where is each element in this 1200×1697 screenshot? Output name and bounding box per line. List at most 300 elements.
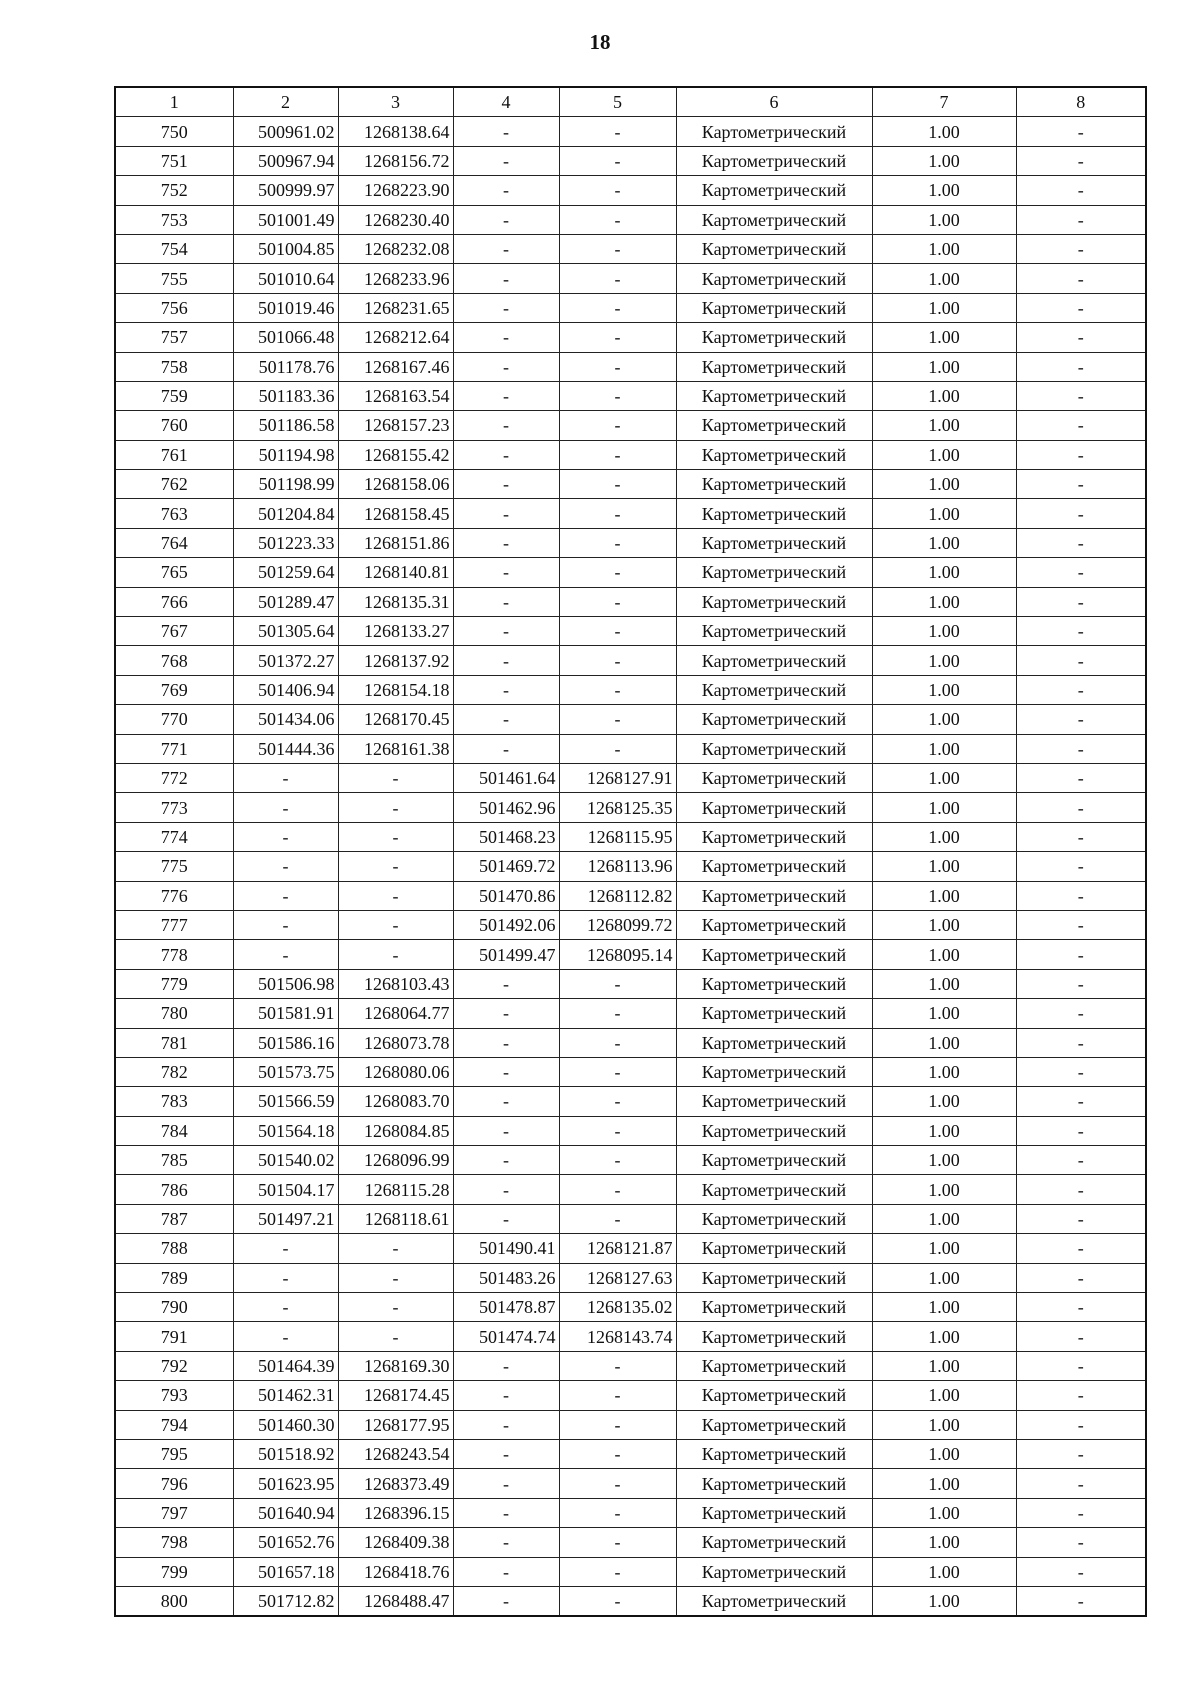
x-new-cell: - — [453, 117, 559, 146]
y-coordinate-cell: - — [338, 852, 453, 881]
x-new-cell: 501462.96 — [453, 793, 559, 822]
x-new-cell: 501461.64 — [453, 763, 559, 792]
x-coordinate-cell: 501010.64 — [233, 264, 338, 293]
accuracy-cell: 1.00 — [872, 1057, 1016, 1086]
table-row — [115, 675, 1146, 704]
accuracy-cell: 1.00 — [872, 1410, 1016, 1439]
y-coordinate-cell: 1268157.23 — [338, 411, 453, 440]
y-coordinate-cell: - — [338, 881, 453, 910]
y-new-cell: - — [559, 1381, 676, 1410]
point-number-cell: 787 — [115, 1204, 233, 1233]
description-cell: - — [1016, 1469, 1146, 1498]
method-cell: Картометрический — [676, 470, 872, 499]
accuracy-cell: 1.00 — [872, 1322, 1016, 1351]
table-row — [115, 146, 1146, 175]
table-row — [115, 1469, 1146, 1498]
accuracy-cell: 1.00 — [872, 1263, 1016, 1292]
method-cell: Картометрический — [676, 558, 872, 587]
accuracy-cell: 1.00 — [872, 352, 1016, 381]
point-number-cell: 756 — [115, 293, 233, 322]
x-coordinate-cell: 501462.31 — [233, 1381, 338, 1410]
method-cell: Картометрический — [676, 440, 872, 469]
description-cell: - — [1016, 1146, 1146, 1175]
table-row — [115, 705, 1146, 734]
accuracy-cell: 1.00 — [872, 969, 1016, 998]
y-new-cell: - — [559, 1528, 676, 1557]
point-number-cell: 752 — [115, 176, 233, 205]
y-new-cell: - — [559, 352, 676, 381]
method-cell: Картометрический — [676, 352, 872, 381]
method-cell: Картометрический — [676, 499, 872, 528]
accuracy-cell: 1.00 — [872, 999, 1016, 1028]
y-new-cell: - — [559, 1439, 676, 1468]
point-number-cell: 766 — [115, 587, 233, 616]
method-cell: Картометрический — [676, 1410, 872, 1439]
method-cell: Картометрический — [676, 587, 872, 616]
accuracy-cell: 1.00 — [872, 1204, 1016, 1233]
table-row — [115, 1381, 1146, 1410]
x-new-cell: - — [453, 1381, 559, 1410]
y-new-cell: - — [559, 1469, 676, 1498]
accuracy-cell: 1.00 — [872, 617, 1016, 646]
x-new-cell: - — [453, 1028, 559, 1057]
accuracy-cell: 1.00 — [872, 1586, 1016, 1616]
y-new-cell: - — [559, 411, 676, 440]
accuracy-cell: 1.00 — [872, 1351, 1016, 1380]
x-new-cell: - — [453, 1439, 559, 1468]
accuracy-cell: 1.00 — [872, 881, 1016, 910]
x-coordinate-cell: 500967.94 — [233, 146, 338, 175]
y-coordinate-cell: 1268230.40 — [338, 205, 453, 234]
table-row — [115, 352, 1146, 381]
y-coordinate-cell: 1268243.54 — [338, 1439, 453, 1468]
y-new-cell: 1268127.91 — [559, 763, 676, 792]
description-cell: - — [1016, 323, 1146, 352]
method-cell: Картометрический — [676, 999, 872, 1028]
y-coordinate-cell: 1268409.38 — [338, 1528, 453, 1557]
table-row — [115, 117, 1146, 146]
accuracy-cell: 1.00 — [872, 1469, 1016, 1498]
x-coordinate-cell: - — [233, 852, 338, 881]
x-new-cell: - — [453, 1175, 559, 1204]
method-cell: Картометрический — [676, 1469, 872, 1498]
y-new-cell: - — [559, 293, 676, 322]
point-number-cell: 776 — [115, 881, 233, 910]
x-coordinate-cell: 501581.91 — [233, 999, 338, 1028]
table-row — [115, 1322, 1146, 1351]
y-coordinate-cell: 1268133.27 — [338, 617, 453, 646]
y-new-cell: - — [559, 1175, 676, 1204]
y-new-cell: - — [559, 264, 676, 293]
y-new-cell: - — [559, 499, 676, 528]
accuracy-cell: 1.00 — [872, 1175, 1016, 1204]
description-cell: - — [1016, 646, 1146, 675]
description-cell: - — [1016, 1234, 1146, 1263]
y-new-cell: - — [559, 646, 676, 675]
method-cell: Картометрический — [676, 1293, 872, 1322]
y-coordinate-cell: 1268177.95 — [338, 1410, 453, 1439]
point-number-cell: 757 — [115, 323, 233, 352]
accuracy-cell: 1.00 — [872, 293, 1016, 322]
method-cell: Картометрический — [676, 1439, 872, 1468]
method-cell: Картометрический — [676, 381, 872, 410]
table-row — [115, 499, 1146, 528]
y-new-cell: - — [559, 1087, 676, 1116]
y-coordinate-cell: 1268169.30 — [338, 1351, 453, 1380]
y-coordinate-cell: 1268232.08 — [338, 234, 453, 263]
y-new-cell: 1268113.96 — [559, 852, 676, 881]
y-new-cell: - — [559, 234, 676, 263]
y-new-cell: - — [559, 176, 676, 205]
table-row — [115, 646, 1146, 675]
description-cell: - — [1016, 146, 1146, 175]
y-new-cell: - — [559, 1498, 676, 1527]
x-new-cell: - — [453, 205, 559, 234]
table-header-row — [115, 87, 1146, 117]
method-cell: Картометрический — [676, 1557, 872, 1586]
x-coordinate-cell: 501183.36 — [233, 381, 338, 410]
method-cell: Картометрический — [676, 1087, 872, 1116]
y-coordinate-cell: - — [338, 822, 453, 851]
accuracy-cell: 1.00 — [872, 587, 1016, 616]
y-new-cell: 1268112.82 — [559, 881, 676, 910]
method-cell: Картометрический — [676, 176, 872, 205]
point-number-cell: 762 — [115, 470, 233, 499]
x-coordinate-cell: 500999.97 — [233, 176, 338, 205]
y-coordinate-cell: - — [338, 1234, 453, 1263]
x-new-cell: - — [453, 1351, 559, 1380]
x-coordinate-cell: 501518.92 — [233, 1439, 338, 1468]
y-coordinate-cell: 1268158.45 — [338, 499, 453, 528]
description-cell: - — [1016, 1204, 1146, 1233]
accuracy-cell: 1.00 — [872, 264, 1016, 293]
x-coordinate-cell: - — [233, 1293, 338, 1322]
description-cell: - — [1016, 793, 1146, 822]
point-number-cell: 788 — [115, 1234, 233, 1263]
point-number-cell: 780 — [115, 999, 233, 1028]
method-cell: Картометрический — [676, 1322, 872, 1351]
description-cell: - — [1016, 176, 1146, 205]
accuracy-cell: 1.00 — [872, 793, 1016, 822]
point-number-cell: 791 — [115, 1322, 233, 1351]
table-row — [115, 852, 1146, 881]
y-coordinate-cell: 1268418.76 — [338, 1557, 453, 1586]
table-row — [115, 587, 1146, 616]
point-number-cell: 775 — [115, 852, 233, 881]
method-cell: Картометрический — [676, 234, 872, 263]
x-new-cell: - — [453, 1469, 559, 1498]
y-new-cell: - — [559, 1057, 676, 1086]
column-header: 7 — [872, 87, 1016, 117]
description-cell: - — [1016, 1263, 1146, 1292]
y-coordinate-cell: 1268073.78 — [338, 1028, 453, 1057]
x-new-cell: - — [453, 705, 559, 734]
y-new-cell: 1268121.87 — [559, 1234, 676, 1263]
y-coordinate-cell: 1268161.38 — [338, 734, 453, 763]
x-new-cell: 501470.86 — [453, 881, 559, 910]
accuracy-cell: 1.00 — [872, 1234, 1016, 1263]
table-row — [115, 763, 1146, 792]
x-coordinate-cell: 501204.84 — [233, 499, 338, 528]
x-new-cell: - — [453, 293, 559, 322]
x-coordinate-cell: 501194.98 — [233, 440, 338, 469]
x-coordinate-cell: - — [233, 763, 338, 792]
y-coordinate-cell: 1268080.06 — [338, 1057, 453, 1086]
description-cell: - — [1016, 1087, 1146, 1116]
y-coordinate-cell: 1268163.54 — [338, 381, 453, 410]
point-number-cell: 781 — [115, 1028, 233, 1057]
accuracy-cell: 1.00 — [872, 558, 1016, 587]
description-cell: - — [1016, 440, 1146, 469]
page-number: 18 — [589, 30, 611, 54]
method-cell: Картометрический — [676, 1175, 872, 1204]
description-cell: - — [1016, 1351, 1146, 1380]
x-new-cell: 501474.74 — [453, 1322, 559, 1351]
y-new-cell: - — [559, 617, 676, 646]
accuracy-cell: 1.00 — [872, 705, 1016, 734]
column-header: 8 — [1016, 87, 1146, 117]
x-new-cell: - — [453, 1087, 559, 1116]
y-coordinate-cell: 1268223.90 — [338, 176, 453, 205]
point-number-cell: 773 — [115, 793, 233, 822]
y-coordinate-cell: 1268135.31 — [338, 587, 453, 616]
y-new-cell: - — [559, 440, 676, 469]
table-row — [115, 440, 1146, 469]
table-row — [115, 381, 1146, 410]
x-new-cell: - — [453, 675, 559, 704]
description-cell: - — [1016, 969, 1146, 998]
accuracy-cell: 1.00 — [872, 1498, 1016, 1527]
accuracy-cell: 1.00 — [872, 411, 1016, 440]
y-coordinate-cell: 1268156.72 — [338, 146, 453, 175]
point-number-cell: 754 — [115, 234, 233, 263]
table-row — [115, 1410, 1146, 1439]
table-row — [115, 176, 1146, 205]
method-cell: Картометрический — [676, 1263, 872, 1292]
method-cell: Картометрический — [676, 293, 872, 322]
description-cell: - — [1016, 1498, 1146, 1527]
point-number-cell: 750 — [115, 117, 233, 146]
y-coordinate-cell: 1268140.81 — [338, 558, 453, 587]
point-number-cell: 795 — [115, 1439, 233, 1468]
y-new-cell: - — [559, 117, 676, 146]
x-coordinate-cell: 501504.17 — [233, 1175, 338, 1204]
x-coordinate-cell: 501004.85 — [233, 234, 338, 263]
method-cell: Картометрический — [676, 1498, 872, 1527]
column-header: 2 — [233, 87, 338, 117]
y-coordinate-cell: 1268158.06 — [338, 470, 453, 499]
method-cell: Картометрический — [676, 881, 872, 910]
description-cell: - — [1016, 352, 1146, 381]
column-header: 5 — [559, 87, 676, 117]
table-row — [115, 940, 1146, 969]
y-new-cell: - — [559, 1351, 676, 1380]
method-cell: Картометрический — [676, 675, 872, 704]
y-coordinate-cell: 1268138.64 — [338, 117, 453, 146]
point-number-cell: 772 — [115, 763, 233, 792]
table-row — [115, 1204, 1146, 1233]
x-coordinate-cell: 501712.82 — [233, 1586, 338, 1616]
method-cell: Картометрический — [676, 940, 872, 969]
description-cell: - — [1016, 264, 1146, 293]
description-cell: - — [1016, 411, 1146, 440]
description-cell: - — [1016, 1116, 1146, 1145]
description-cell: - — [1016, 1439, 1146, 1468]
y-new-cell: - — [559, 381, 676, 410]
point-number-cell: 790 — [115, 1293, 233, 1322]
y-coordinate-cell: 1268096.99 — [338, 1146, 453, 1175]
table-row — [115, 969, 1146, 998]
description-cell: - — [1016, 1528, 1146, 1557]
point-number-cell: 785 — [115, 1146, 233, 1175]
accuracy-cell: 1.00 — [872, 1293, 1016, 1322]
x-coordinate-cell: 501434.06 — [233, 705, 338, 734]
table-row — [115, 910, 1146, 939]
x-new-cell: - — [453, 1410, 559, 1439]
x-new-cell: - — [453, 646, 559, 675]
x-coordinate-cell: 501506.98 — [233, 969, 338, 998]
x-new-cell: 501483.26 — [453, 1263, 559, 1292]
y-coordinate-cell: 1268083.70 — [338, 1087, 453, 1116]
x-new-cell: - — [453, 587, 559, 616]
table-row — [115, 793, 1146, 822]
accuracy-cell: 1.00 — [872, 440, 1016, 469]
x-new-cell: - — [453, 176, 559, 205]
table-body — [115, 117, 1146, 1616]
accuracy-cell: 1.00 — [872, 822, 1016, 851]
x-coordinate-cell: 501460.30 — [233, 1410, 338, 1439]
description-cell: - — [1016, 558, 1146, 587]
description-cell: - — [1016, 499, 1146, 528]
x-new-cell: - — [453, 381, 559, 410]
x-coordinate-cell: 501573.75 — [233, 1057, 338, 1086]
x-new-cell: - — [453, 1586, 559, 1616]
x-coordinate-cell: 501657.18 — [233, 1557, 338, 1586]
accuracy-cell: 1.00 — [872, 323, 1016, 352]
method-cell: Картометрический — [676, 822, 872, 851]
y-new-cell: - — [559, 1028, 676, 1057]
description-cell: - — [1016, 1381, 1146, 1410]
method-cell: Картометрический — [676, 734, 872, 763]
point-number-cell: 797 — [115, 1498, 233, 1527]
table-row — [115, 1057, 1146, 1086]
x-coordinate-cell: 501259.64 — [233, 558, 338, 587]
x-coordinate-cell: 501019.46 — [233, 293, 338, 322]
table-row — [115, 999, 1146, 1028]
x-new-cell: 501492.06 — [453, 910, 559, 939]
column-header: 1 — [115, 87, 233, 117]
y-new-cell: - — [559, 675, 676, 704]
point-number-cell: 755 — [115, 264, 233, 293]
method-cell: Картометрический — [676, 117, 872, 146]
x-coordinate-cell: 501640.94 — [233, 1498, 338, 1527]
y-new-cell: - — [559, 969, 676, 998]
accuracy-cell: 1.00 — [872, 1146, 1016, 1175]
x-coordinate-cell: 501186.58 — [233, 411, 338, 440]
point-number-cell: 759 — [115, 381, 233, 410]
point-number-cell: 777 — [115, 910, 233, 939]
method-cell: Картометрический — [676, 793, 872, 822]
x-new-cell: - — [453, 969, 559, 998]
y-coordinate-cell: 1268137.92 — [338, 646, 453, 675]
description-cell: - — [1016, 822, 1146, 851]
point-number-cell: 792 — [115, 1351, 233, 1380]
point-number-cell: 769 — [115, 675, 233, 704]
table-row — [115, 1028, 1146, 1057]
y-new-cell: 1268125.35 — [559, 793, 676, 822]
x-new-cell: 501499.47 — [453, 940, 559, 969]
method-cell: Картометрический — [676, 910, 872, 939]
point-number-cell: 800 — [115, 1586, 233, 1616]
x-coordinate-cell: 501289.47 — [233, 587, 338, 616]
x-new-cell: - — [453, 1057, 559, 1086]
y-coordinate-cell: 1268154.18 — [338, 675, 453, 704]
x-new-cell: - — [453, 1146, 559, 1175]
y-new-cell: 1268099.72 — [559, 910, 676, 939]
table-row — [115, 1351, 1146, 1380]
table-row — [115, 1498, 1146, 1527]
x-coordinate-cell: - — [233, 940, 338, 969]
table-row — [115, 1557, 1146, 1586]
table-row — [115, 205, 1146, 234]
method-cell: Картометрический — [676, 146, 872, 175]
accuracy-cell: 1.00 — [872, 1116, 1016, 1145]
x-new-cell: - — [453, 440, 559, 469]
y-new-cell: 1268127.63 — [559, 1263, 676, 1292]
accuracy-cell: 1.00 — [872, 528, 1016, 557]
y-new-cell: - — [559, 705, 676, 734]
description-cell: - — [1016, 1028, 1146, 1057]
y-coordinate-cell: 1268084.85 — [338, 1116, 453, 1145]
accuracy-cell: 1.00 — [872, 1087, 1016, 1116]
y-coordinate-cell: 1268151.86 — [338, 528, 453, 557]
table-row — [115, 881, 1146, 910]
method-cell: Картометрический — [676, 411, 872, 440]
method-cell: Картометрический — [676, 1381, 872, 1410]
description-cell: - — [1016, 705, 1146, 734]
y-coordinate-cell: 1268170.45 — [338, 705, 453, 734]
x-new-cell: - — [453, 1204, 559, 1233]
description-cell: - — [1016, 1057, 1146, 1086]
y-coordinate-cell: 1268174.45 — [338, 1381, 453, 1410]
table-row — [115, 528, 1146, 557]
accuracy-cell: 1.00 — [872, 646, 1016, 675]
table-row — [115, 234, 1146, 263]
x-new-cell: - — [453, 1116, 559, 1145]
point-number-cell: 786 — [115, 1175, 233, 1204]
accuracy-cell: 1.00 — [872, 176, 1016, 205]
accuracy-cell: 1.00 — [872, 940, 1016, 969]
description-cell: - — [1016, 763, 1146, 792]
column-header: 6 — [676, 87, 872, 117]
description-cell: - — [1016, 381, 1146, 410]
y-new-cell: - — [559, 587, 676, 616]
table-row — [115, 293, 1146, 322]
x-coordinate-cell: - — [233, 881, 338, 910]
y-coordinate-cell: - — [338, 940, 453, 969]
description-cell: - — [1016, 1557, 1146, 1586]
x-coordinate-cell: - — [233, 1263, 338, 1292]
point-number-cell: 760 — [115, 411, 233, 440]
method-cell: Картометрический — [676, 646, 872, 675]
method-cell: Картометрический — [676, 763, 872, 792]
point-number-cell: 778 — [115, 940, 233, 969]
description-cell: - — [1016, 675, 1146, 704]
point-number-cell: 796 — [115, 1469, 233, 1498]
x-new-cell: 501490.41 — [453, 1234, 559, 1263]
table-row — [115, 822, 1146, 851]
x-new-cell: - — [453, 528, 559, 557]
